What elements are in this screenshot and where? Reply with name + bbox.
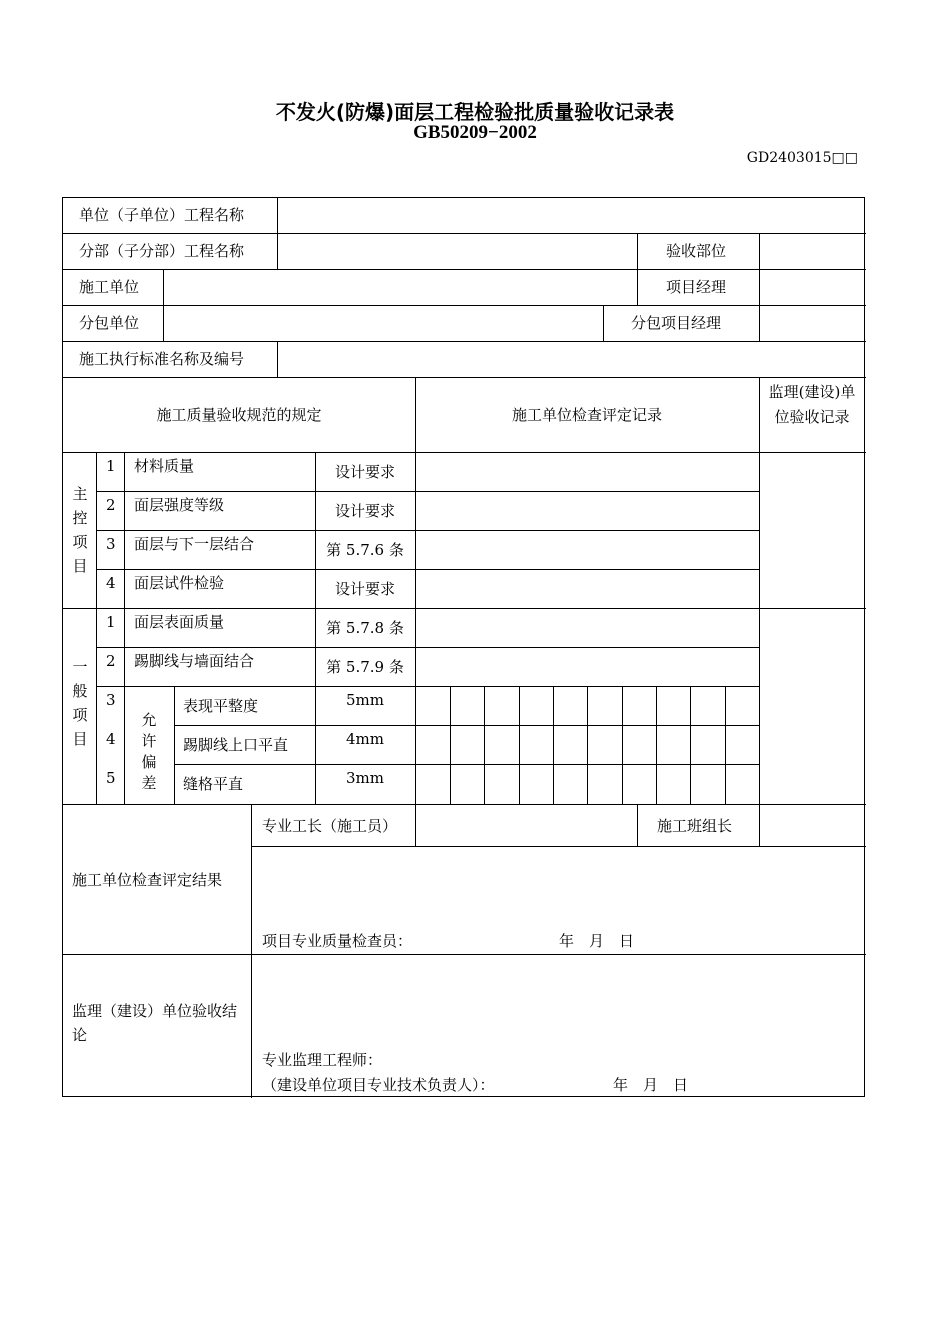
tolerance-label: 允许偏差 [141, 711, 157, 792]
col-line [277, 233, 278, 269]
row-line [63, 269, 866, 270]
col-line [484, 686, 485, 804]
col-line [174, 686, 175, 804]
sub-project-name-label: 分部（子分部）工程名称 [79, 242, 245, 260]
item-requirement: 5mm [346, 691, 384, 709]
form-standard: GB50209−2002 [413, 122, 537, 143]
construction-result-label: 施工单位检查评定结果 [72, 871, 223, 889]
col-line [587, 686, 588, 804]
main-control-label: 主控项目 [72, 485, 88, 575]
standard-name-label: 施工执行标准名称及编号 [79, 350, 245, 368]
row-line [63, 233, 866, 234]
row-line [63, 341, 866, 342]
col-line [759, 233, 760, 269]
foreman-label: 专业工长（施工员） [262, 817, 398, 835]
col-line [553, 686, 554, 804]
col-line [759, 377, 760, 804]
subcontract-manager-label: 分包项目经理 [631, 314, 722, 332]
item-name: 表现平整度 [183, 697, 259, 715]
acceptance-form-table [62, 197, 865, 1097]
row-line [251, 846, 866, 847]
col-line [725, 686, 726, 804]
col-line [415, 804, 416, 846]
col-line [96, 452, 97, 804]
col-line [690, 686, 691, 804]
item-name: 面层与下一层结合 [134, 535, 255, 553]
item-name: 材料质量 [134, 457, 195, 475]
row-line [96, 686, 759, 687]
item-requirement: 第 5.7.8 条 [326, 619, 404, 637]
item-name: 踢脚线与墙面结合 [134, 652, 255, 670]
supervision-column-header: 监理(建设)单位验收记录 [768, 383, 856, 426]
item-requirement: 设计要求 [334, 580, 395, 598]
item-requirement: 3mm [346, 769, 384, 787]
row-line [96, 530, 759, 531]
row-line [96, 647, 759, 648]
construction-unit-label: 施工单位 [79, 278, 140, 296]
col-line [637, 269, 638, 305]
item-requirement: 设计要求 [334, 463, 395, 481]
col-line [277, 341, 278, 377]
item-number: 1 [106, 613, 116, 631]
supervision-date: 年 月 日 [613, 1076, 689, 1094]
col-line [759, 269, 760, 341]
item-name: 踢脚线上口平直 [183, 736, 289, 754]
form-code: GD2403015□□ [746, 150, 858, 166]
row-line [174, 764, 759, 765]
item-number: 5 [106, 769, 116, 787]
form-title: 不发火(防爆)面层工程检验批质量验收记录表 [275, 100, 675, 124]
col-line [622, 686, 623, 804]
row-line [96, 569, 759, 570]
unit-project-name-label: 单位（子单位）工程名称 [79, 206, 245, 224]
acceptance-part-label: 验收部位 [666, 242, 727, 260]
col-line [656, 686, 657, 804]
item-number: 2 [106, 652, 116, 670]
item-number: 1 [106, 457, 116, 475]
item-name: 面层试件检验 [134, 574, 225, 592]
col-line [637, 804, 638, 846]
item-requirement: 4mm [346, 730, 384, 748]
tech-lead-label: （建设单位项目专业技术负责人）： [262, 1076, 495, 1094]
team-leader-label: 施工班组长 [657, 817, 733, 835]
row-line [63, 954, 866, 955]
col-line [124, 452, 125, 804]
item-name: 面层强度等级 [134, 496, 225, 514]
item-name: 面层表面质量 [134, 613, 225, 631]
general-items-label: 一般项目 [72, 658, 88, 748]
item-number: 2 [106, 496, 116, 514]
col-line [277, 198, 278, 233]
item-number: 4 [106, 574, 116, 592]
col-line [450, 686, 451, 804]
spec-column-header: 施工质量验收规范的规定 [156, 406, 322, 424]
row-line [174, 725, 759, 726]
row-line [63, 377, 866, 378]
supervision-engineer-label: 专业监理工程师： [262, 1051, 383, 1069]
project-manager-label: 项目经理 [666, 278, 727, 296]
item-number: 3 [106, 691, 116, 709]
col-line [637, 233, 638, 269]
item-requirement: 设计要求 [334, 502, 395, 520]
item-requirement: 第 5.7.9 条 [326, 658, 404, 676]
item-name: 缝格平直 [183, 775, 244, 793]
row-line [63, 608, 866, 609]
subcontract-unit-label: 分包单位 [79, 314, 140, 332]
row-line [63, 305, 866, 306]
row-line [63, 804, 866, 805]
col-line [163, 269, 164, 341]
supervision-conclusion-label: 监理（建设）单位验收结论 [72, 1002, 238, 1044]
row-line [63, 452, 866, 453]
col-line [415, 377, 416, 804]
item-requirement: 第 5.7.6 条 [326, 541, 404, 559]
check-record-column-header: 施工单位检查评定记录 [511, 406, 662, 424]
row-line [96, 491, 759, 492]
item-number: 3 [106, 535, 116, 553]
col-line [759, 804, 760, 846]
quality-inspector-label: 项目专业质量检查员： [262, 932, 413, 950]
col-line [251, 804, 252, 1098]
col-line [519, 686, 520, 804]
col-line [603, 305, 604, 341]
result-date: 年 月 日 [559, 932, 635, 950]
item-number: 4 [106, 730, 116, 748]
